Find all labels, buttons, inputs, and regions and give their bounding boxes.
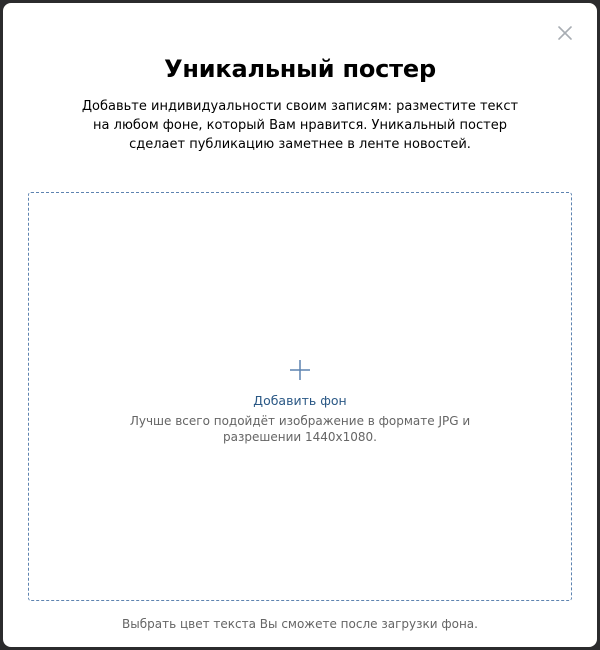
close-icon[interactable] (555, 23, 575, 43)
add-background-link[interactable]: Добавить фон (253, 393, 347, 408)
modal-title: Уникальный постер (164, 55, 436, 83)
poster-modal (3, 3, 597, 647)
plus-icon[interactable] (289, 359, 311, 381)
modal-description: Добавьте индивидуальности своим записям: разместите текст на любом фоне, который Вам нравится. Уникальный постер сделает публикацию заметнее в ленте новостей. (81, 99, 519, 152)
upload-hint: Лучше всего подойдёт изображение в формате JPG и разрешении 1440x1080. (129, 414, 471, 444)
footer-note: Выбрать цвет текста Вы сможете после загрузки фона. (122, 617, 478, 631)
close-button[interactable] (555, 23, 575, 43)
background-upload-dropzone[interactable] (28, 192, 572, 601)
